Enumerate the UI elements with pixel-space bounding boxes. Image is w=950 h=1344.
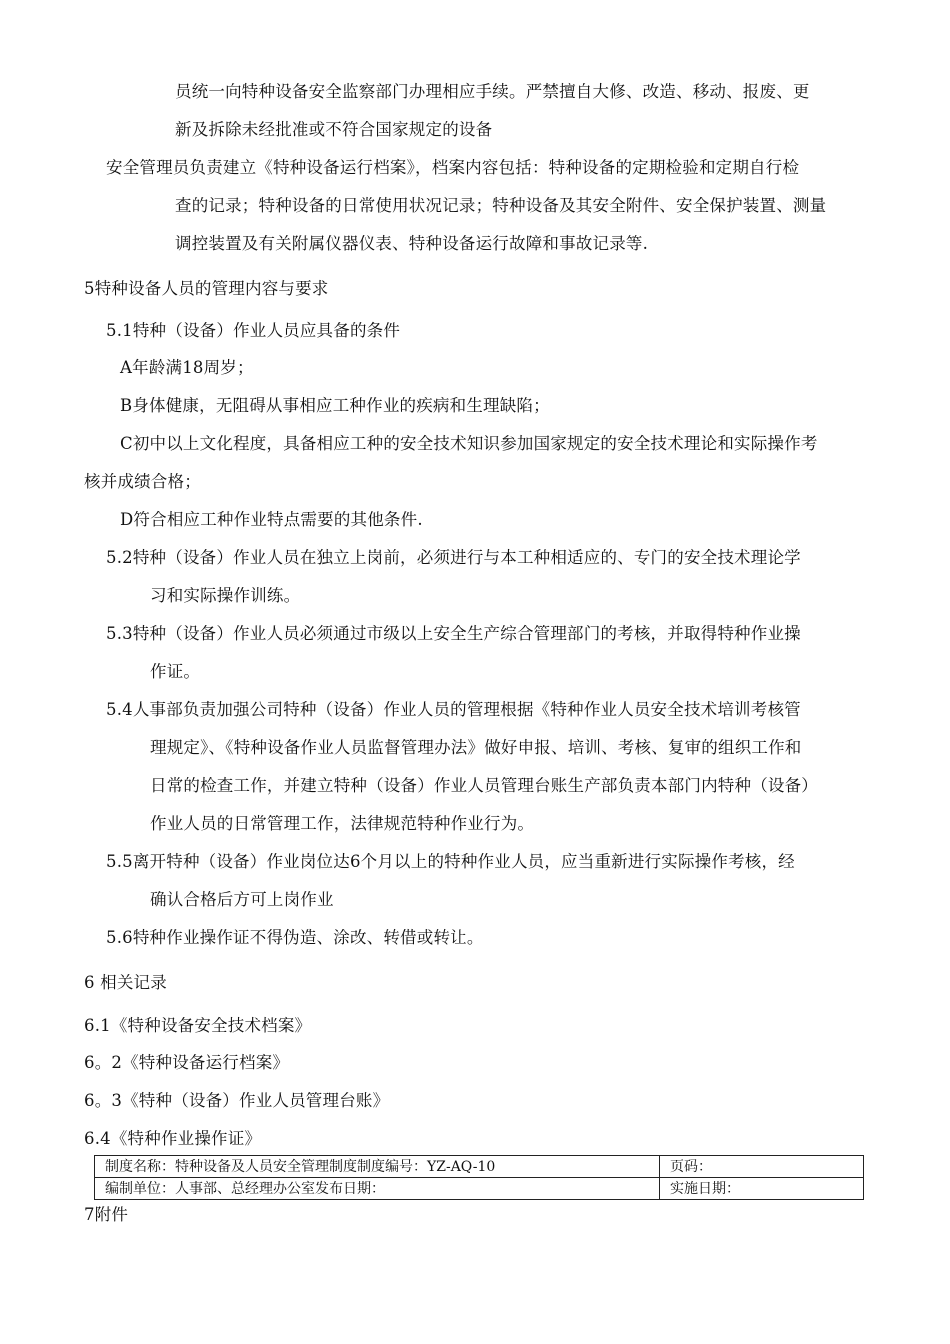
list-item: C初中以上文化程度，具备相应工种的安全技术知识参加国家规定的安全技术理论和实际操作考 — [120, 434, 818, 453]
record-item: 6。2《特种设备运行档案》 — [84, 1053, 290, 1072]
paragraph-line: 查的记录；特种设备的日常使用状况记录；特种设备及其安全附件、安全保护装置、测量 — [175, 196, 827, 215]
paragraph-line: 习和实际操作训练。 — [150, 586, 301, 605]
subsection-heading: 5.1特种（设备）作业人员应具备的条件 — [106, 321, 401, 340]
paragraph-line: 员统一向特种设备安全监察部门办理相应手续。严禁擅自大修、改造、移动、报废、更 — [175, 82, 810, 101]
list-item: A年龄满18周岁； — [120, 358, 254, 377]
list-item: B身体健康，无阻碍从事相应工种作业的疾病和生理缺陷； — [120, 396, 550, 415]
paragraph-line: 调控装置及有关附属仪器仪表、特种设备运行故障和事故记录等. — [175, 234, 649, 253]
footer-page-number: 页码： — [660, 1156, 864, 1178]
paragraph-line: 作业人员的日常管理工作，法律规范特种作业行为。 — [150, 814, 535, 833]
paragraph-line: 作证。 — [150, 662, 201, 681]
paragraph-line: 理规定》、《特种设备作业人员监督管理办法》做好申报、培训、考核、复审的组织工作和 — [150, 738, 802, 757]
paragraph-line: 5.2特种（设备）作业人员在独立上岗前，必须进行与本工种相适应的、专门的安全技术理论学 — [106, 548, 801, 567]
paragraph-line: 5.3特种（设备）作业人员必须通过市级以上安全生产综合管理部门的考核，并取得特种作业操 — [106, 624, 801, 643]
paragraph-line: 5.4人事部负责加强公司特种（设备）作业人员的管理根据《特种作业人员安全技术培训考核管 — [106, 700, 801, 719]
record-item: 6.4《特种作业操作证》 — [84, 1129, 262, 1148]
paragraph-line: 日常的检查工作，并建立特种（设备）作业人员管理台账生产部负责本部门内特种（设备） — [150, 776, 818, 795]
footer-row — [95, 1178, 864, 1200]
paragraph-line: 5.5离开特种（设备）作业岗位达6个月以上的特种作业人员，应当重新进行实际操作考核，经 — [106, 852, 795, 871]
paragraph-line: 新及拆除未经批准或不符合国家规定的设备 — [175, 120, 493, 139]
document-footer-table — [94, 1155, 864, 1200]
record-item: 6。3《特种（设备）作业人员管理台账》 — [84, 1091, 390, 1110]
footer-row — [95, 1156, 864, 1178]
paragraph-line: 5.6特种作业操作证不得伪造、涂改、转借或转让。 — [106, 928, 484, 947]
footer-policy-name: 制度名称：特种设备及人员安全管理制度制度编号：YZ-AQ-10 — [95, 1156, 660, 1178]
section-heading: 7附件 — [84, 1205, 129, 1224]
list-item: 核并成绩合格； — [84, 472, 201, 491]
list-item: D符合相应工种作业特点需要的其他条件. — [120, 510, 423, 529]
footer-effective-date: 实施日期： — [660, 1178, 864, 1200]
paragraph-line: 安全管理员负责建立《特种设备运行档案》，档案内容包括：特种设备的定期检验和定期自行检 — [106, 158, 800, 177]
section-heading: 6 相关记录 — [84, 973, 167, 992]
paragraph-line: 确认合格后方可上岗作业 — [150, 890, 334, 909]
section-heading: 5特种设备人员的管理内容与要求 — [84, 279, 329, 298]
footer-issuer: 编制单位：人事部、总经理办公室发布日期： — [95, 1178, 660, 1200]
record-item: 6.1《特种设备安全技术档案》 — [84, 1016, 312, 1035]
